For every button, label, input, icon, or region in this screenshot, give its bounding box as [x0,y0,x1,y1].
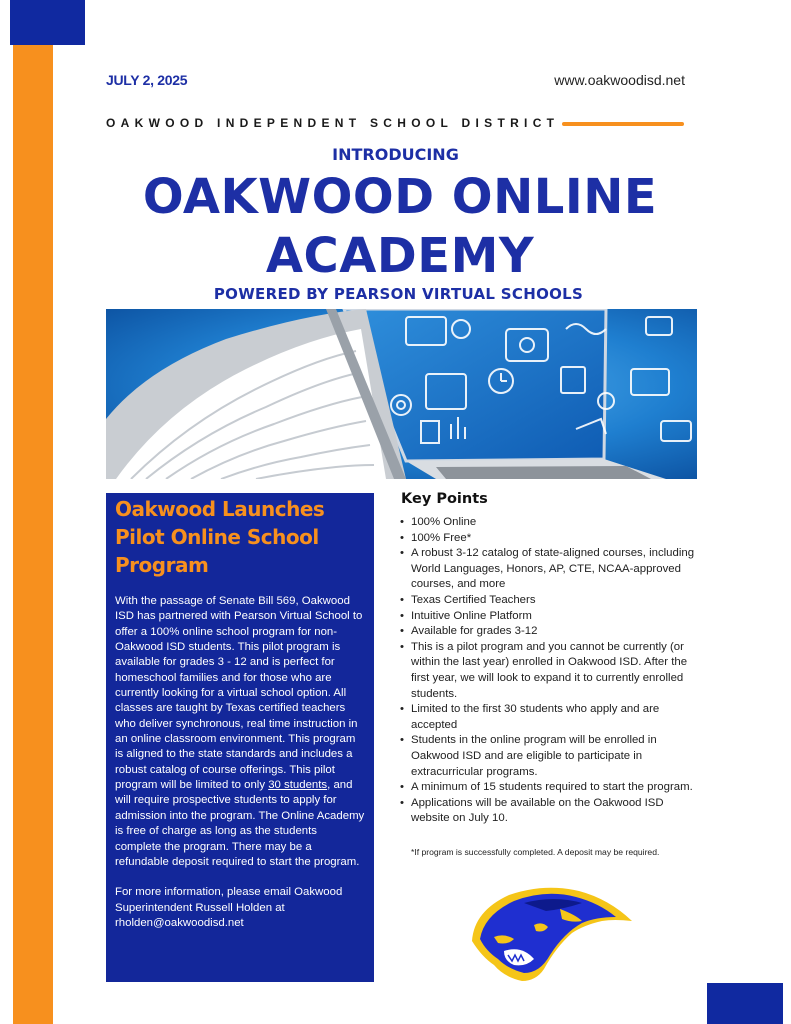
key-point-item: • 100% Free* [400,531,695,547]
key-point-item: • This is a pilot program and you cannot be currently (or within the last year) enrolled in Oakwood ISD. After the first year, we will look to expand it to currently enrolled students. [400,640,695,702]
article-heading: Oakwood Launches Pilot Online School Program [115,497,325,577]
key-point-item: • 100% Online [400,515,695,531]
key-point-item: • Available for grades 3-12 [400,624,695,640]
title-line-2: ACADEMY [265,228,535,284]
footnote: *If program is successfully completed. A deposit may be required. [411,847,660,857]
key-point-item: • Limited to the first 30 students who apply and are accepted [400,702,695,733]
corner-block-top-left [10,0,85,45]
district-name: OAKWOOD INDEPENDENT SCHOOL DISTRICT [106,116,560,130]
issue-date: JULY 2, 2025 [106,72,188,88]
website-url: www.oakwoodisd.net [554,72,685,88]
article-body [115,594,365,870]
corner-block-bottom-right [707,983,783,1024]
title-line-1: OAKWOOD ONLINE [142,169,658,225]
launch-article-panel [106,493,374,982]
hero-image [106,309,697,479]
key-point-item: • Applications will be available on the Oakwood ISD website on July 10. [400,796,695,827]
key-point-item: • Texas Certified Teachers [400,593,695,609]
district-underline [562,122,684,126]
panther-mascot-icon [464,881,636,985]
powered-by-subtitle: POWERED BY PEARSON VIRTUAL SCHOOLS [213,285,584,303]
page-title [0,168,791,286]
key-points-title: Key Points [401,491,488,507]
key-point-item: • A robust 3-12 catalog of state-aligned courses, including World Languages, Honors, AP, CTE, NCAA-approved courses, and more [400,546,695,593]
article-body-part1: With the passage of Senate Bill 569, Oakwood ISD has partnered with Pearson Virtual School to offer a 100% online school program for non-Oakwood ISD students. This pilot program is available for grades 3 - 12 and is perfect for homeschool families and for those who are currently looking for a virtual school option. All classes are taught by Texas certified teachers who deliver synchronous, real time instruction in an online classroom environment. This program is aligned to the state standards and includes a robust catalog of course offerings. This pilot program will be limited to only [115,595,363,792]
key-point-item: • A minimum of 15 students required to start the program. [400,780,695,796]
key-points-list [400,515,695,827]
contact-info: For more information, please email Oakwood Superintendent Russell Holden at rholden@oakwoodisd.net [115,886,343,929]
article-body-part2: , and will require prospective students to apply for admission into the program. The Online Academy is free of charge as long as the students complete the program. There may be a refundable deposit required to start the program. [115,779,365,868]
key-point-item: • Intuitive Online Platform [400,609,695,625]
key-point-item: • Students in the online program will be enrolled in Oakwood ISD and are eligible to participate in extracurricular programs. [400,733,695,780]
introducing-label: INTRODUCING [332,145,459,164]
article-body-underlined: 30 students [268,779,328,792]
